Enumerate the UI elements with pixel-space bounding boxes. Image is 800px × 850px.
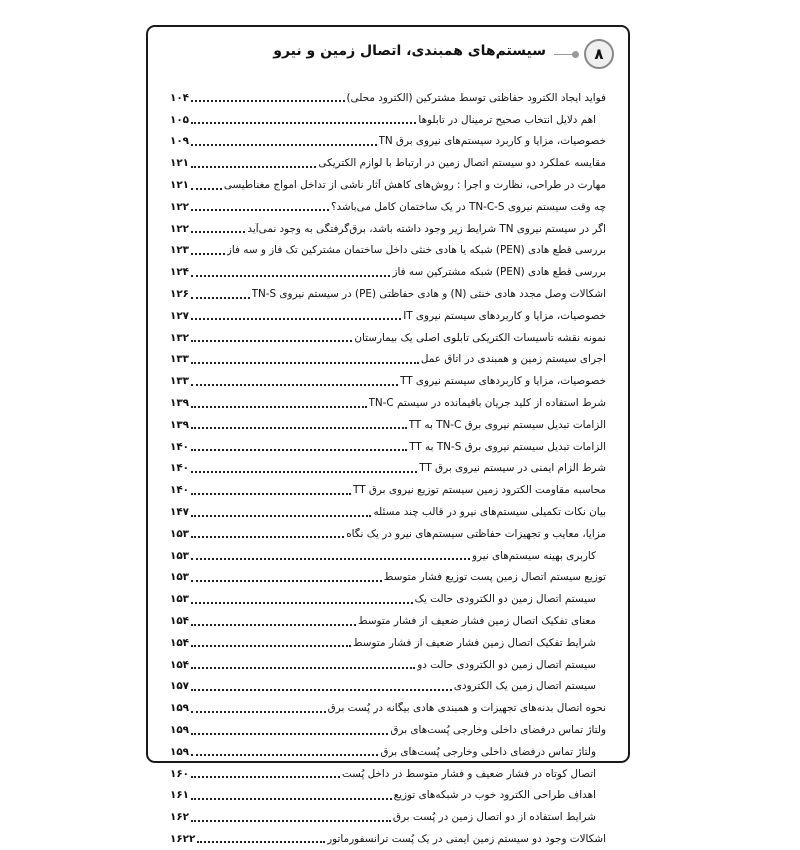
toc-entry-title: مهارت در طراحی، نظارت و اجرا : روش‌های کاهش آثار ناشی از تداخل امواج مغناطیسی bbox=[223, 179, 606, 192]
toc-leader-dots bbox=[191, 579, 382, 582]
toc-entry-title: نمونه نقشه تأسیسات الکتریکی تابلوی اصلی یک بیمارستان bbox=[354, 331, 606, 344]
toc-entry-title: فواید ایجاد الکترود حفاظتی توسط مشترکین (الکترود محلی) bbox=[346, 91, 606, 104]
toc-leader-dots bbox=[191, 710, 326, 713]
toc-entry-title: اتصال کوتاه در فشار ضعیف و فشار متوسط در داخل پُست bbox=[341, 767, 596, 780]
toc-entry[interactable] bbox=[170, 697, 606, 719]
toc-entry-page: ۱۴۷ bbox=[170, 506, 190, 519]
toc-entry[interactable] bbox=[170, 676, 606, 698]
toc-entry[interactable] bbox=[170, 828, 606, 850]
toc-entry-title: شرط استفاده از کلید جریان باقیمانده در سیستم TN-C bbox=[368, 397, 606, 410]
toc-leader-dots bbox=[191, 492, 351, 495]
toc-entry-page: ۱۵۳ bbox=[170, 593, 190, 606]
toc-entry-title: مزایا، معایب و تجهیزات حفاظتی سیستم‌های نیرو در یک نگاه bbox=[346, 527, 606, 540]
toc-entry-title: نحوه اتصال بدنه‌های تجهیزات و همبندی هادی بیگانه در پُست برق bbox=[327, 702, 606, 715]
toc-entry-page: ۱۵۳ bbox=[170, 571, 190, 584]
toc-entry-page: ۱۵۴ bbox=[170, 636, 190, 649]
toc-leader-dots bbox=[191, 535, 344, 538]
toc-entry-title: چه وقت سیستم نیروی TN-C-S در یک ساختمان کامل می‌باشد؟ bbox=[330, 200, 606, 213]
toc-entry-title: اهم دلایل انتخاب صحیح ترمینال در تابلوها bbox=[418, 113, 596, 126]
toc-entry-page: ۱۲۶ bbox=[170, 288, 190, 301]
toc-entry[interactable] bbox=[170, 588, 606, 610]
toc-leader-dots bbox=[191, 296, 250, 299]
toc-entry[interactable] bbox=[170, 370, 606, 392]
toc-entry-page: ۱۳۳ bbox=[170, 353, 190, 366]
toc-entry-page: ۱۳۹ bbox=[170, 418, 190, 431]
toc-leader-dots bbox=[191, 426, 407, 429]
header-dot-icon bbox=[572, 51, 579, 58]
toc-entry-page: ۱۴۰ bbox=[170, 484, 190, 497]
toc-entry-page: ۱۵۹ bbox=[170, 745, 190, 758]
toc-leader-dots bbox=[191, 252, 225, 255]
toc-entry[interactable] bbox=[170, 327, 606, 349]
toc-leader-dots bbox=[191, 361, 419, 364]
toc-entry-title: اگر در سیستم نیروی TN شرایط زیر وجود داشته باشد، برق‌گرفتگی به وجود نمی‌آید bbox=[247, 222, 606, 235]
toc-entry-title: کاربری بهینه سیستم‌های نیرو bbox=[471, 549, 596, 562]
toc-leader-dots bbox=[191, 405, 366, 408]
toc-entry-page: ۱۲۱ bbox=[170, 179, 190, 192]
toc-leader-dots bbox=[191, 470, 417, 473]
toc-entry-page: ۱۰۵ bbox=[170, 113, 190, 126]
toc-entry-title: شرایط استفاده از دو اتصال زمین در پُست برق bbox=[392, 811, 596, 824]
toc-leader-dots bbox=[191, 99, 344, 102]
toc-entry-page: ۱۳۳ bbox=[170, 375, 190, 388]
page-header bbox=[148, 27, 628, 75]
toc-entry[interactable] bbox=[170, 479, 606, 501]
toc-entry-title: مقایسه عملکرد دو سیستم اتصال زمین در ارتباط با لوازم الکتریکی bbox=[318, 157, 606, 170]
toc-entry-title: معنای تفکیک اتصال زمین فشار ضعیف از فشار متوسط bbox=[357, 615, 596, 628]
toc-entry-title: خصوصیات، مزایا و کاربردهای سیستم نیروی TT bbox=[400, 375, 606, 388]
toc-leader-dots bbox=[191, 230, 245, 233]
toc-entry[interactable] bbox=[170, 109, 606, 131]
toc-entry-page: ۱۳۲ bbox=[170, 331, 190, 344]
toc-leader-dots bbox=[191, 514, 371, 517]
toc-entry[interactable] bbox=[170, 240, 606, 262]
toc-entry-page: ۱۰۴ bbox=[170, 91, 190, 104]
toc-entry[interactable] bbox=[170, 610, 606, 632]
toc-leader-dots bbox=[191, 317, 401, 320]
toc-entry-title: اجرای سیستم زمین و همبندی در اتاق عمل bbox=[420, 353, 606, 366]
toc-entry-title: شرط الزام ایمنی در سیستم نیروی برق TT bbox=[419, 462, 606, 475]
toc-entry-page: ۱۰۹ bbox=[170, 135, 190, 148]
toc-entry[interactable] bbox=[170, 763, 606, 785]
toc-leader-dots bbox=[191, 623, 356, 626]
toc-entry[interactable] bbox=[170, 283, 606, 305]
toc-entry[interactable] bbox=[170, 305, 606, 327]
toc-entry[interactable] bbox=[170, 436, 606, 458]
toc-entry-title: خصوصیات، مزایا و کاربردهای سیستم نیروی IT bbox=[403, 309, 606, 322]
toc-entry-page: ۱۳۹ bbox=[170, 397, 190, 410]
toc-entry-title: سیستم اتصال زمین یک الکترودی bbox=[453, 680, 596, 693]
toc-entry-title: اشکالات وصل مجدد هادی خنثی (N) و هادی حفاظتی (PE) در سیستم نیروی TN-S bbox=[251, 288, 606, 301]
toc-entry-page: ۱۶۰ bbox=[170, 767, 190, 780]
toc-entry-page: ۱۵۳ bbox=[170, 549, 190, 562]
toc-entry[interactable] bbox=[170, 501, 606, 523]
toc-leader-dots bbox=[191, 775, 340, 778]
toc-entry[interactable] bbox=[170, 545, 606, 567]
toc-entry-title: اهداف طراحی الکترود خوب در شبکه‌های توزیع bbox=[393, 789, 596, 802]
toc-leader-dots bbox=[191, 187, 222, 190]
toc-entry-title: سیستم اتصال زمین دو الکترودی حالت دو bbox=[417, 658, 596, 671]
toc-entry-page: ۱۲۷ bbox=[170, 309, 190, 322]
table-of-contents bbox=[170, 87, 606, 850]
toc-leader-dots bbox=[191, 753, 378, 756]
toc-entry-page: ۱۲۱ bbox=[170, 157, 190, 170]
toc-entry-page: ۱۶۲ bbox=[170, 811, 190, 824]
toc-leader-dots bbox=[191, 274, 390, 277]
toc-entry[interactable] bbox=[170, 131, 606, 153]
toc-entry-page: ۱۲۳ bbox=[170, 244, 190, 257]
toc-leader-dots bbox=[191, 797, 392, 800]
toc-leader-dots bbox=[191, 143, 376, 146]
toc-entry[interactable] bbox=[170, 349, 606, 371]
toc-entry-title: سیستم اتصال زمین دو الکترودی حالت یک bbox=[414, 593, 596, 606]
toc-entry[interactable] bbox=[170, 741, 606, 763]
toc-entry[interactable] bbox=[170, 152, 606, 174]
toc-entry-title: الزامات تبدیل سیستم نیروی برق TN-S به TT bbox=[409, 440, 606, 453]
toc-leader-dots bbox=[191, 601, 413, 604]
toc-entry-page: ۱۲۴ bbox=[170, 266, 190, 279]
toc-entry-title: الزامات تبدیل سیستم نیروی برق TN-C به TT bbox=[408, 418, 606, 431]
toc-leader-dots bbox=[191, 339, 352, 342]
toc-entry[interactable] bbox=[170, 632, 606, 654]
toc-leader-dots bbox=[191, 121, 416, 124]
toc-entry[interactable] bbox=[170, 87, 606, 109]
toc-entry[interactable] bbox=[170, 523, 606, 545]
toc-leader-dots bbox=[191, 732, 388, 735]
toc-entry-page: ۱۵۹ bbox=[170, 724, 190, 736]
toc-entry[interactable] bbox=[170, 806, 606, 828]
page-number-badge: ۸ bbox=[584, 39, 614, 69]
toc-entry[interactable] bbox=[170, 785, 606, 807]
toc-entry-page: ۱۴۰ bbox=[170, 462, 190, 475]
toc-entry-title: محاسبه مقاومت الکترود زمین سیستم توزیع نیروی برق TT bbox=[353, 484, 606, 497]
toc-entry-page: ۱۵۳ bbox=[170, 527, 190, 540]
toc-entry-page: ۱۶۲۲ bbox=[170, 832, 196, 845]
toc-entry-title: خصوصیات، مزایا و کاربرد سیستم‌های نیروی برق TN bbox=[378, 135, 606, 148]
toc-entry[interactable] bbox=[170, 261, 606, 283]
toc-entry-page: ۱۶۱ bbox=[170, 789, 190, 802]
toc-leader-dots bbox=[191, 557, 470, 560]
chapter-title: سیستم‌های همبندی، اتصال زمین و نیرو bbox=[273, 43, 546, 59]
toc-entry[interactable] bbox=[170, 174, 606, 196]
book-page bbox=[146, 25, 630, 845]
toc-leader-dots bbox=[191, 644, 351, 647]
toc-leader-dots bbox=[191, 819, 391, 822]
toc-entry-title: بررسی قطع هادی (PEN) شبکه مشترکین سه فاز bbox=[392, 266, 606, 279]
toc-entry-title: ولتاژ تماس درفضای داخلی وخارجی پُست‌های برق bbox=[390, 724, 606, 736]
toc-entry-title: بررسی قطع هادی (PEN) شبکه یا هادی خنثی داخل ساختمان مشترکین تک فاز و سه فاز bbox=[226, 244, 606, 257]
toc-leader-dots bbox=[191, 165, 316, 168]
toc-entry[interactable] bbox=[170, 392, 606, 414]
toc-entry-page: ۱۲۲ bbox=[170, 200, 190, 213]
toc-entry-page: ۱۲۲ bbox=[170, 222, 190, 235]
toc-entry[interactable] bbox=[170, 654, 606, 676]
toc-entry[interactable] bbox=[170, 218, 606, 240]
toc-leader-dots bbox=[191, 688, 452, 691]
toc-entry[interactable] bbox=[170, 196, 606, 218]
toc-entry[interactable] bbox=[170, 414, 606, 436]
toc-entry-title: اشکالات وجود دو سیستم زمین ایمنی در یک پُست ترانسفورماتور bbox=[327, 832, 606, 845]
toc-entry-page: ۱۵۹ bbox=[170, 702, 190, 715]
toc-leader-dots bbox=[191, 666, 415, 669]
toc-entry-page: ۱۵۷ bbox=[170, 680, 190, 693]
toc-entry-title: ولتاژ تماس درفضای داخلی وخارجی پُست‌های برق bbox=[380, 745, 596, 758]
toc-leader-dots bbox=[197, 840, 325, 843]
toc-entry[interactable] bbox=[170, 567, 606, 589]
toc-entry-title: بیان نکات تکمیلی سیستم‌های نیرو در قالب چند مسئله bbox=[373, 506, 606, 519]
toc-entry-page: ۱۵۴ bbox=[170, 615, 190, 628]
toc-entry[interactable] bbox=[170, 719, 606, 741]
toc-entry[interactable] bbox=[170, 458, 606, 480]
toc-entry-page: ۱۵۴ bbox=[170, 658, 190, 671]
toc-leader-dots bbox=[191, 383, 398, 386]
toc-leader-dots bbox=[191, 208, 329, 211]
toc-entry-page: ۱۴۰ bbox=[170, 440, 190, 453]
toc-entry-title: توزیع سیستم اتصال زمین پست توزیع فشار متوسط bbox=[383, 571, 606, 584]
toc-leader-dots bbox=[191, 448, 407, 451]
toc-entry-title: شرایط تفکیک اتصال زمین فشار ضعیف از فشار متوسط bbox=[352, 636, 596, 649]
